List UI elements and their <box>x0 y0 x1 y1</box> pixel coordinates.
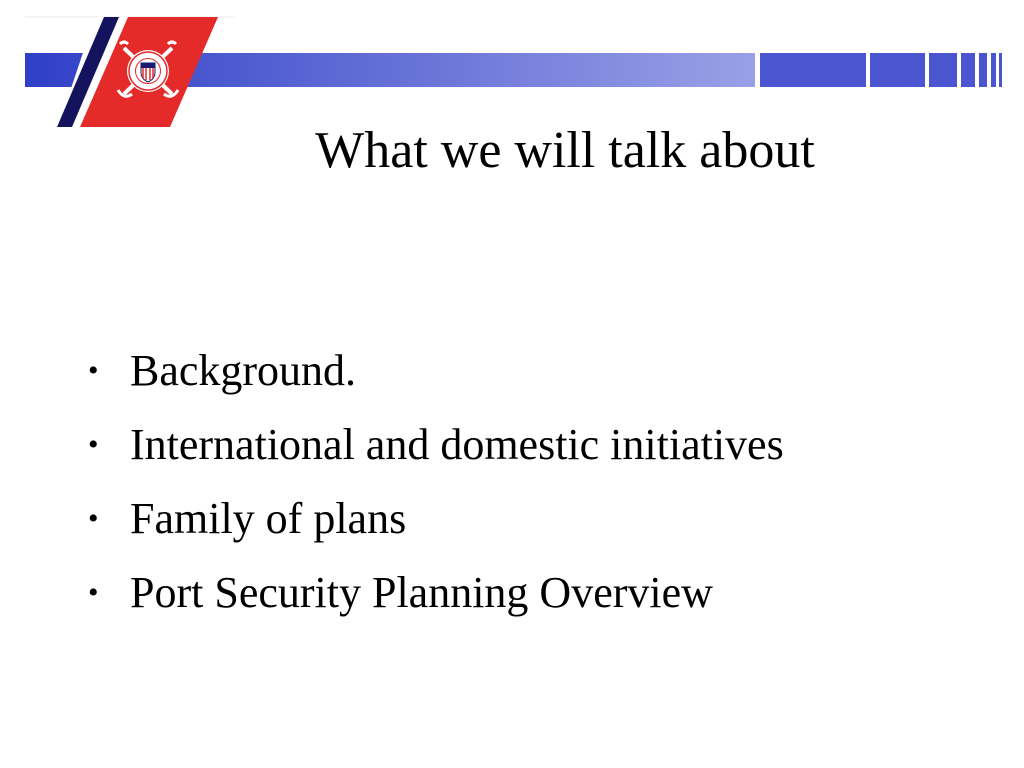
list-item-text: Family of plans <box>130 494 407 543</box>
list-item-text: Port Security Planning Overview <box>130 568 713 617</box>
bullet-icon: • <box>88 354 99 387</box>
list-item <box>88 334 988 408</box>
bullet-icon: • <box>88 576 99 609</box>
list-item <box>88 482 988 556</box>
bullet-icon: • <box>88 428 99 461</box>
list-item <box>88 408 988 482</box>
list-item-text: International and domestic initiatives <box>130 420 784 469</box>
list-item-text: Background. <box>130 346 357 395</box>
bullet-icon: • <box>88 502 99 535</box>
coast-guard-shield-icon <box>110 40 186 102</box>
bullet-list <box>88 334 988 630</box>
slide-title: What we will talk about <box>315 122 815 179</box>
list-item <box>88 556 988 630</box>
